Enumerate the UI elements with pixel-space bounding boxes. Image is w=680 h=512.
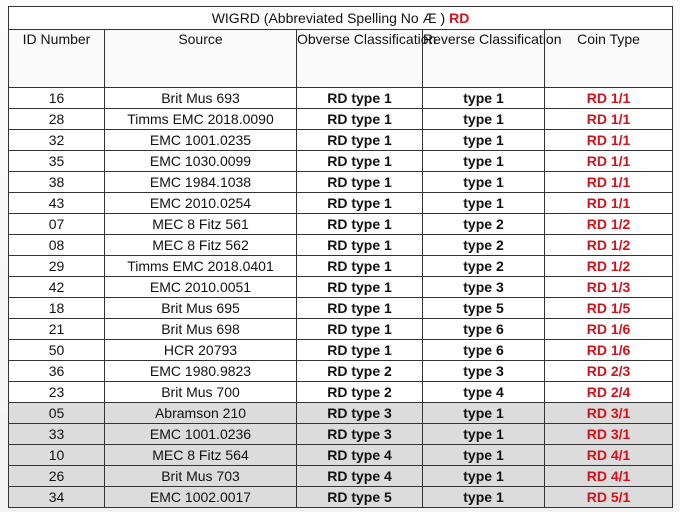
source-cell: MEC 8 Fitz 562 bbox=[105, 235, 297, 256]
coin-classification-table bbox=[8, 6, 673, 508]
id-cell: 50 bbox=[9, 340, 105, 361]
coin-type-cell: RD 1/1 bbox=[545, 88, 673, 109]
obverse-cell: RD type 1 bbox=[297, 319, 423, 340]
id-cell: 26 bbox=[9, 466, 105, 487]
coin-type-cell: RD 1/1 bbox=[545, 172, 673, 193]
obverse-cell: RD type 3 bbox=[297, 424, 423, 445]
table-row bbox=[9, 235, 673, 256]
reverse-cell: type 1 bbox=[423, 88, 545, 109]
source-cell: EMC 1001.0235 bbox=[105, 130, 297, 151]
coin-type-cell: RD 1/6 bbox=[545, 319, 673, 340]
coin-type-cell: RD 1/2 bbox=[545, 256, 673, 277]
id-cell: 08 bbox=[9, 235, 105, 256]
coin-type-cell: RD 1/2 bbox=[545, 214, 673, 235]
table-title bbox=[9, 7, 673, 30]
reverse-cell: type 2 bbox=[423, 214, 545, 235]
table-row bbox=[9, 172, 673, 193]
reverse-cell: type 1 bbox=[423, 424, 545, 445]
table-row bbox=[9, 445, 673, 466]
table-row bbox=[9, 256, 673, 277]
reverse-cell: type 1 bbox=[423, 172, 545, 193]
id-cell: 07 bbox=[9, 214, 105, 235]
id-cell: 36 bbox=[9, 361, 105, 382]
id-cell: 10 bbox=[9, 445, 105, 466]
source-cell: EMC 1001.0236 bbox=[105, 424, 297, 445]
table-row bbox=[9, 214, 673, 235]
reverse-cell: type 1 bbox=[423, 193, 545, 214]
table-row bbox=[9, 193, 673, 214]
obverse-cell: RD type 2 bbox=[297, 382, 423, 403]
source-cell: EMC 1980.9823 bbox=[105, 361, 297, 382]
reverse-cell: type 2 bbox=[423, 235, 545, 256]
source-cell: Brit Mus 695 bbox=[105, 298, 297, 319]
reverse-cell: type 4 bbox=[423, 382, 545, 403]
source-cell: Timms EMC 2018.0401 bbox=[105, 256, 297, 277]
table-row bbox=[9, 403, 673, 424]
coin-type-cell: RD 2/4 bbox=[545, 382, 673, 403]
reverse-cell: type 1 bbox=[423, 403, 545, 424]
reverse-cell: type 5 bbox=[423, 298, 545, 319]
coin-type-cell: RD 2/3 bbox=[545, 361, 673, 382]
id-cell: 35 bbox=[9, 151, 105, 172]
source-cell: HCR 20793 bbox=[105, 340, 297, 361]
table-row bbox=[9, 88, 673, 109]
reverse-cell: type 2 bbox=[423, 256, 545, 277]
table-row bbox=[9, 130, 673, 151]
table-row bbox=[9, 487, 673, 508]
reverse-cell: type 1 bbox=[423, 109, 545, 130]
reverse-cell: type 1 bbox=[423, 151, 545, 172]
source-cell: EMC 1030.0099 bbox=[105, 151, 297, 172]
source-cell: EMC 2010.0254 bbox=[105, 193, 297, 214]
table-row bbox=[9, 382, 673, 403]
obverse-cell: RD type 5 bbox=[297, 487, 423, 508]
table-row bbox=[9, 424, 673, 445]
header-obverse-classification: Obverse Classification bbox=[297, 30, 423, 88]
coin-type-cell: RD 1/2 bbox=[545, 235, 673, 256]
coin-type-cell: RD 1/1 bbox=[545, 193, 673, 214]
obverse-cell: RD type 4 bbox=[297, 445, 423, 466]
obverse-cell: RD type 1 bbox=[297, 235, 423, 256]
id-cell: 43 bbox=[9, 193, 105, 214]
source-cell: Brit Mus 700 bbox=[105, 382, 297, 403]
obverse-cell: RD type 1 bbox=[297, 256, 423, 277]
table-row bbox=[9, 151, 673, 172]
source-cell: MEC 8 Fitz 564 bbox=[105, 445, 297, 466]
coin-type-cell: RD 3/1 bbox=[545, 403, 673, 424]
id-cell: 34 bbox=[9, 487, 105, 508]
obverse-cell: RD type 1 bbox=[297, 172, 423, 193]
reverse-cell: type 1 bbox=[423, 445, 545, 466]
obverse-cell: RD type 1 bbox=[297, 193, 423, 214]
id-cell: 21 bbox=[9, 319, 105, 340]
id-cell: 23 bbox=[9, 382, 105, 403]
id-cell: 18 bbox=[9, 298, 105, 319]
id-cell: 05 bbox=[9, 403, 105, 424]
reverse-cell: type 3 bbox=[423, 277, 545, 298]
obverse-cell: RD type 1 bbox=[297, 340, 423, 361]
table-body bbox=[9, 88, 673, 508]
source-cell: EMC 1002.0017 bbox=[105, 487, 297, 508]
id-cell: 16 bbox=[9, 88, 105, 109]
header-coin-type: Coin Type bbox=[545, 30, 673, 88]
source-cell: Brit Mus 693 bbox=[105, 88, 297, 109]
source-cell: Brit Mus 698 bbox=[105, 319, 297, 340]
obverse-cell: RD type 1 bbox=[297, 109, 423, 130]
source-cell: Timms EMC 2018.0090 bbox=[105, 109, 297, 130]
coin-type-cell: RD 4/1 bbox=[545, 445, 673, 466]
id-cell: 28 bbox=[9, 109, 105, 130]
id-cell: 42 bbox=[9, 277, 105, 298]
obverse-cell: RD type 4 bbox=[297, 466, 423, 487]
table-row bbox=[9, 361, 673, 382]
coin-type-cell: RD 1/3 bbox=[545, 277, 673, 298]
coin-type-cell: RD 1/5 bbox=[545, 298, 673, 319]
table-row bbox=[9, 466, 673, 487]
reverse-cell: type 3 bbox=[423, 361, 545, 382]
obverse-cell: RD type 1 bbox=[297, 130, 423, 151]
coin-type-cell: RD 4/1 bbox=[545, 466, 673, 487]
table-row bbox=[9, 277, 673, 298]
table-row bbox=[9, 340, 673, 361]
coin-type-cell: RD 1/1 bbox=[545, 151, 673, 172]
header-source: Source bbox=[105, 30, 297, 88]
title-text: WIGRD (Abbreviated Spelling No Æ ) bbox=[211, 10, 446, 26]
id-cell: 38 bbox=[9, 172, 105, 193]
id-cell: 33 bbox=[9, 424, 105, 445]
reverse-cell: type 1 bbox=[423, 466, 545, 487]
obverse-cell: RD type 1 bbox=[297, 277, 423, 298]
coin-type-cell: RD 1/1 bbox=[545, 109, 673, 130]
reverse-cell: type 1 bbox=[423, 130, 545, 151]
source-cell: EMC 1984.1038 bbox=[105, 172, 297, 193]
id-cell: 29 bbox=[9, 256, 105, 277]
coin-type-cell: RD 5/1 bbox=[545, 487, 673, 508]
reverse-cell: type 6 bbox=[423, 319, 545, 340]
source-cell: Brit Mus 703 bbox=[105, 466, 297, 487]
coin-type-cell: RD 1/6 bbox=[545, 340, 673, 361]
title-code: RD bbox=[449, 10, 470, 26]
obverse-cell: RD type 1 bbox=[297, 298, 423, 319]
coin-type-cell: RD 3/1 bbox=[545, 424, 673, 445]
table-row bbox=[9, 319, 673, 340]
obverse-cell: RD type 3 bbox=[297, 403, 423, 424]
obverse-cell: RD type 2 bbox=[297, 361, 423, 382]
reverse-cell: type 6 bbox=[423, 340, 545, 361]
header-reverse-classification: Reverse Classification bbox=[423, 30, 545, 88]
obverse-cell: RD type 1 bbox=[297, 214, 423, 235]
table-row bbox=[9, 298, 673, 319]
obverse-cell: RD type 1 bbox=[297, 151, 423, 172]
column-header-row bbox=[9, 30, 673, 88]
reverse-cell: type 1 bbox=[423, 487, 545, 508]
source-cell: MEC 8 Fitz 561 bbox=[105, 214, 297, 235]
source-cell: EMC 2010.0051 bbox=[105, 277, 297, 298]
table-row bbox=[9, 109, 673, 130]
table-title-row bbox=[9, 7, 673, 30]
source-cell: Abramson 210 bbox=[105, 403, 297, 424]
coin-type-cell: RD 1/1 bbox=[545, 130, 673, 151]
obverse-cell: RD type 1 bbox=[297, 88, 423, 109]
header-id-number: ID Number bbox=[9, 30, 105, 88]
id-cell: 32 bbox=[9, 130, 105, 151]
